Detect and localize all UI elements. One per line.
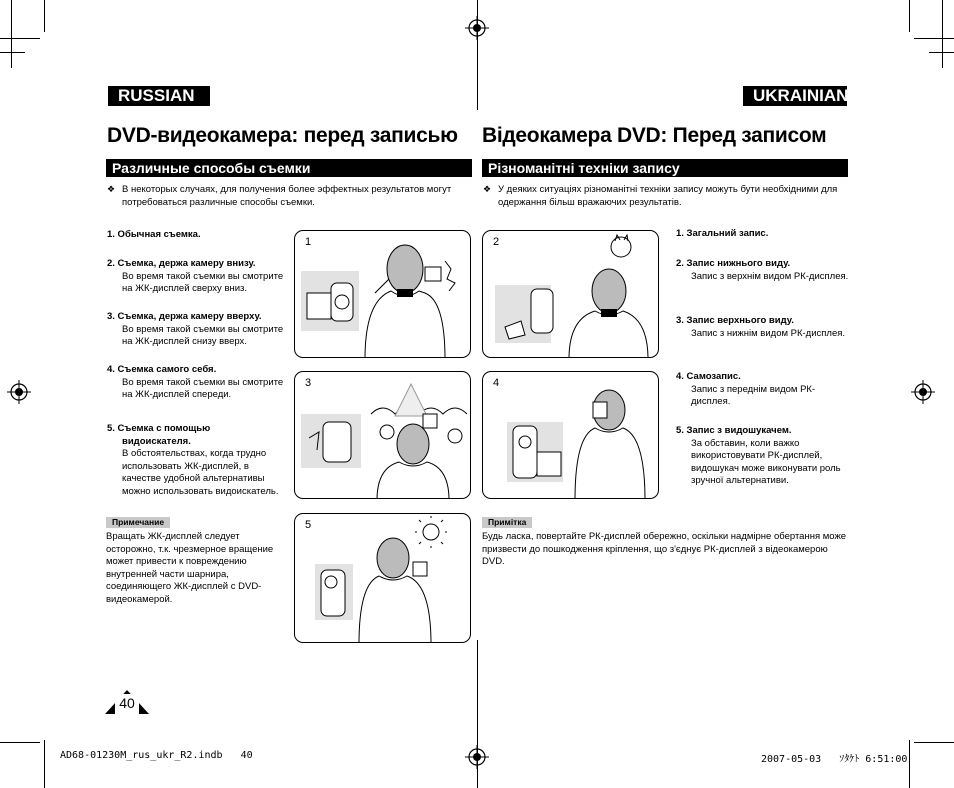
figure-self-recording xyxy=(482,371,659,499)
registration-mark-top xyxy=(465,16,489,40)
figure-normal-shooting xyxy=(294,230,471,358)
registration-mark-right xyxy=(911,380,935,404)
footer-timestamp: 2007-05-03 ｿﾀｹﾄ 6:51:00 xyxy=(761,754,908,765)
item-text: використовувати РК-дисплей, xyxy=(691,450,823,461)
list-item xyxy=(676,258,854,283)
list-item xyxy=(676,425,854,488)
list-item xyxy=(676,228,851,241)
intro-line: У деяких ситуаціях різноманітні техніки запису можуть бути необхідними для xyxy=(498,184,838,195)
figure-number: 3 xyxy=(305,377,312,389)
note-line: Будь ласка, повертайте РК-дисплей обережно, оскільки надмірне обертання може xyxy=(482,531,847,542)
section-heading-ukrainian: Різноманітні техніки запису xyxy=(482,159,848,177)
bullet-icon: ❖ xyxy=(107,184,116,194)
note-text-russian xyxy=(106,531,291,606)
item-text: можно использовать видоискатель. xyxy=(122,485,279,497)
note-line: DVD. xyxy=(482,556,505,567)
figure-low-angle-shooting xyxy=(482,230,659,358)
figure-number: 5 xyxy=(305,519,312,531)
page-number: 40 xyxy=(119,695,135,711)
note-line: осторожно, т.к. чрезмерное вращение xyxy=(106,543,274,555)
note-line: видеокамерой. xyxy=(106,593,173,605)
item-heading: 4. Самозапис. xyxy=(676,371,741,382)
item-text: дисплея. xyxy=(691,396,731,407)
intro-russian xyxy=(107,183,472,209)
item-heading: видоискателя. xyxy=(122,435,191,447)
note-line: соединяющего ЖК-дисплей с DVD- xyxy=(106,581,262,592)
note-label-russian: Примечание xyxy=(106,517,170,528)
figure-number: 4 xyxy=(493,377,500,389)
page-number-badge xyxy=(105,690,149,714)
list-item xyxy=(676,371,854,409)
intro-line: одержання більш вражаючих результатів. xyxy=(498,197,682,208)
footer-file-info: AD68-01230M_rus_ukr_R2.indb 40 xyxy=(60,750,253,761)
figure-number: 1 xyxy=(305,236,312,248)
note-line: Вращать ЖК-дисплей следует xyxy=(106,531,240,542)
note-label-ukrainian: Примітка xyxy=(482,517,532,528)
item-text: зручної альтернативи. xyxy=(691,475,789,486)
person-camera-illustration xyxy=(295,372,471,499)
list-item xyxy=(107,311,292,349)
person-camera-illustration xyxy=(483,372,659,499)
intro-ukrainian xyxy=(483,183,848,209)
note-text-ukrainian xyxy=(482,531,852,569)
intro-line: потребоваться различные способы съемки. xyxy=(122,197,315,208)
person-camera-illustration xyxy=(295,514,471,643)
registration-mark-bottom xyxy=(465,745,489,769)
item-heading: 5. Съемка с помощью xyxy=(107,423,211,434)
person-camera-illustration xyxy=(483,231,659,358)
item-text: использовать ЖК-дисплей, в xyxy=(122,460,249,472)
item-text: Во время такой съемки вы смотрите xyxy=(122,270,284,282)
item-heading: 5. Запис з видошукачем. xyxy=(676,425,792,436)
page-title-russian: DVD-видеокамера: перед записью xyxy=(107,124,458,147)
item-heading: 1. Обычная съемка. xyxy=(107,229,201,240)
figure-viewfinder-shooting xyxy=(294,513,471,643)
figure-number: 2 xyxy=(493,236,500,248)
item-text: Запис з верхнім видом РК-дисплея. xyxy=(691,270,849,282)
item-heading: 3. Съемка, держа камеру вверху. xyxy=(107,311,262,322)
item-heading: 2. Съемка, держа камеру внизу. xyxy=(107,258,256,269)
registration-mark-left xyxy=(7,380,31,404)
intro-line: В некоторых случаях, для получения более эффектных результатов могут xyxy=(122,184,452,195)
language-tag-russian: RUSSIAN xyxy=(108,86,210,106)
item-text: Запис з нижнім видом РК-дисплея. xyxy=(691,327,846,339)
list-item xyxy=(676,315,854,340)
item-heading: 2. Запис нижнього виду. xyxy=(676,258,791,269)
item-text: на ЖК-дисплей спереди. xyxy=(122,389,232,400)
bullet-icon: ❖ xyxy=(483,184,492,194)
item-text: видошукач може виконувати роль xyxy=(691,462,841,474)
list-item xyxy=(107,364,292,402)
item-text: качестве удобной альтернативы xyxy=(122,473,265,484)
note-line: может привести к повреждению xyxy=(106,556,247,567)
item-text: За обставин, коли важко xyxy=(691,437,800,449)
language-tag-ukrainian: UKRAINIAN xyxy=(743,86,847,106)
list-item xyxy=(107,423,292,498)
list-item xyxy=(107,229,287,242)
item-text: на ЖК-дисплей снизу вверх. xyxy=(122,336,247,347)
item-heading: 3. Запис верхнього виду. xyxy=(676,315,794,326)
item-text: В обстоятельствах, когда трудно xyxy=(122,448,267,459)
item-heading: 1. Загальний запис. xyxy=(676,228,769,239)
item-text: Запис з переднім видом РК- xyxy=(691,383,816,395)
list-item xyxy=(107,258,292,296)
item-text: Во время такой съемки вы смотрите xyxy=(122,323,284,335)
item-text: Во время такой съемки вы смотрите xyxy=(122,376,284,388)
note-line: внутренней части шарнира, xyxy=(106,568,229,580)
figure-high-angle-shooting xyxy=(294,371,471,499)
item-heading: 4. Съемка самого себя. xyxy=(107,364,217,375)
note-line: призвести до пошкодження кріплення, що з'єднує РК-дисплей з відеокамерою xyxy=(482,543,828,555)
section-heading-russian: Различные способы съемки xyxy=(106,159,472,177)
page-title-ukrainian: Відеокамера DVD: Перед записом xyxy=(482,124,827,147)
item-text: на ЖК-дисплей сверху вниз. xyxy=(122,283,248,294)
person-camera-illustration xyxy=(295,231,471,358)
